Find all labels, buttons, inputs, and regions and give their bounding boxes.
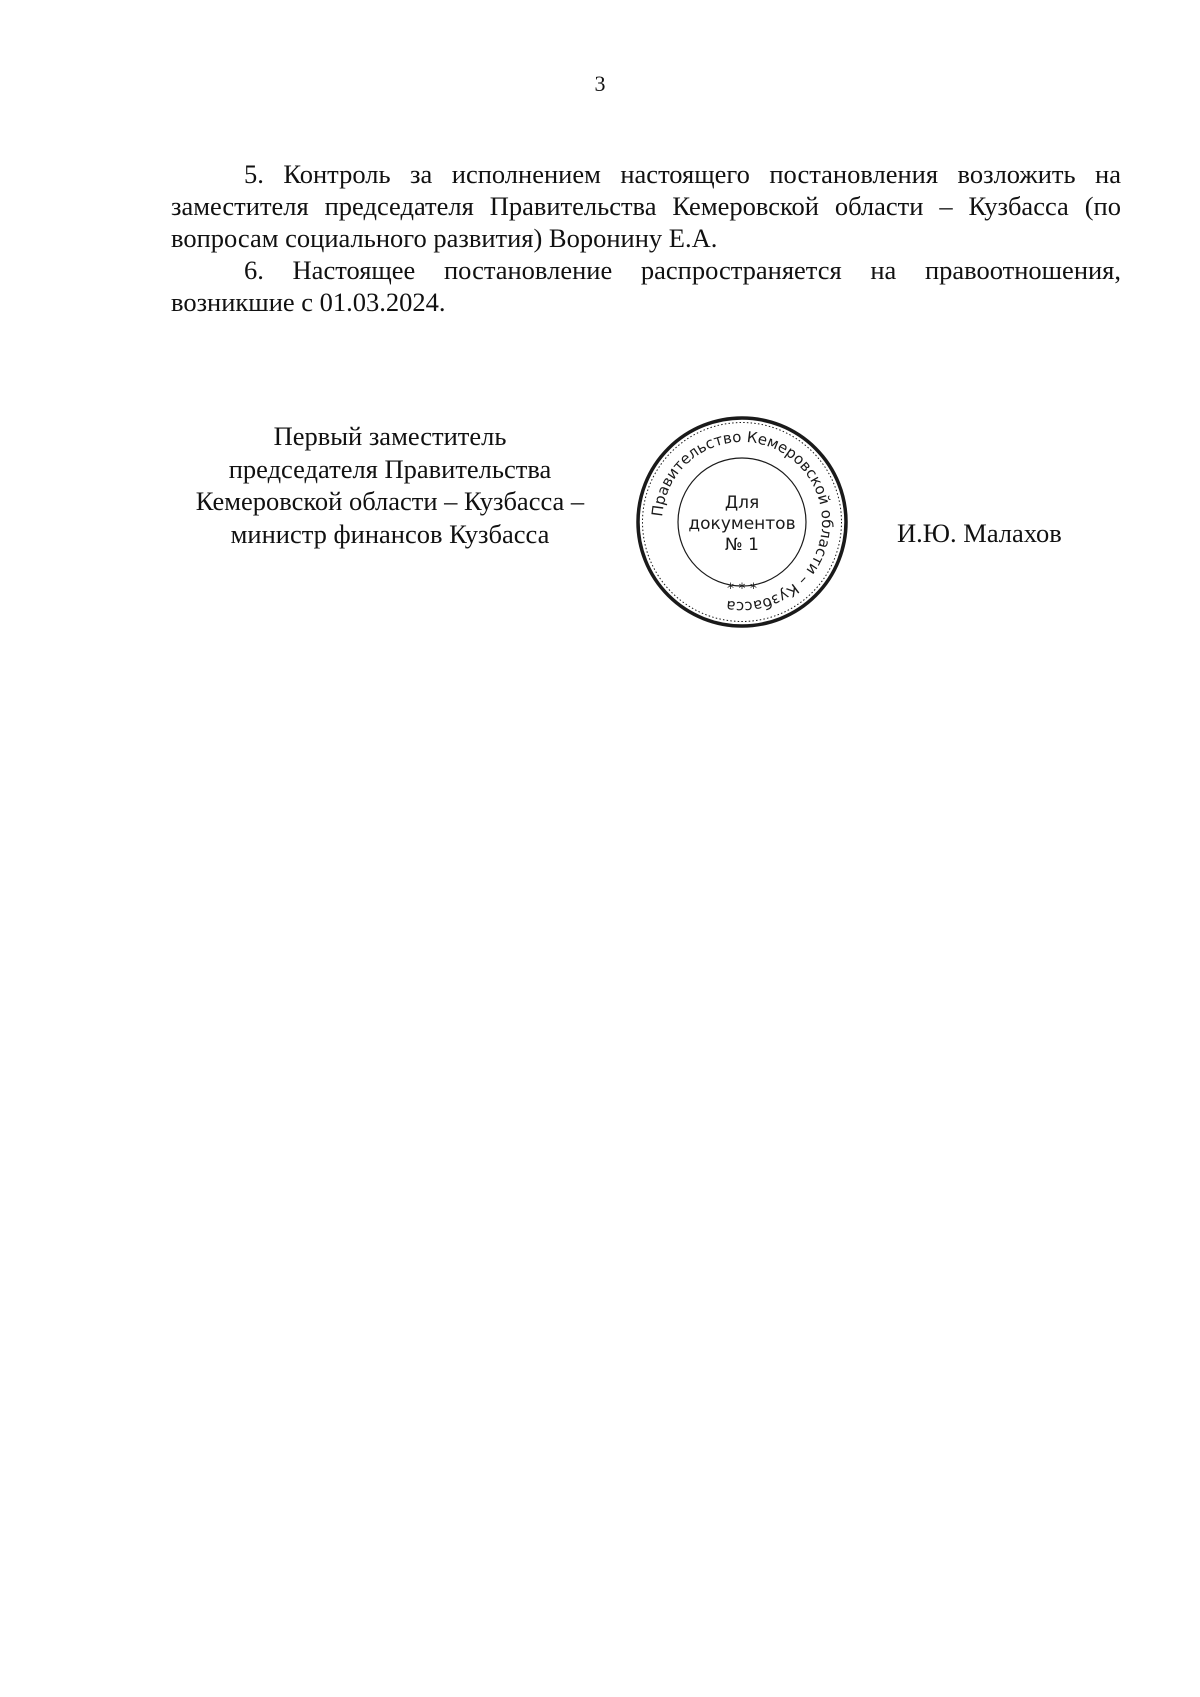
signer-title-line: председателя Правительства [228,453,552,484]
signer-title [140,420,640,550]
official-seal [630,410,854,634]
signer-title-line: министр финансов Кузбасса [230,518,550,549]
seal-graphic [630,410,854,634]
seal-center-line-1: Для [724,493,760,513]
signer-name: И.Ю. Малахов [897,518,1062,548]
page-number: 3 [594,71,606,96]
signer-title-line: Первый заместитель [273,421,507,451]
signer-title-line: Кемеровской области – Кузбасса – [195,486,585,516]
document-body [171,158,1121,318]
seal-ring-text-path: Правительство Кемеровской области – Кузбасса [648,427,837,617]
seal-center-line-2: документов [688,514,796,534]
seal-stars: * * * [727,581,757,597]
seal-center-line-3: № 1 [725,535,759,555]
paragraph-5: 5. Контроль за исполнением настоящего постановления возложить на заместителя председателя Правительства Кемеровской области – Кузбасса (по вопросам социального развития) Воронину Е.А. [171,159,1121,253]
paragraph-6: 6. Настоящее постановление распространяется на правоотношения, возникшие с 01.03.2024. [171,255,1121,317]
